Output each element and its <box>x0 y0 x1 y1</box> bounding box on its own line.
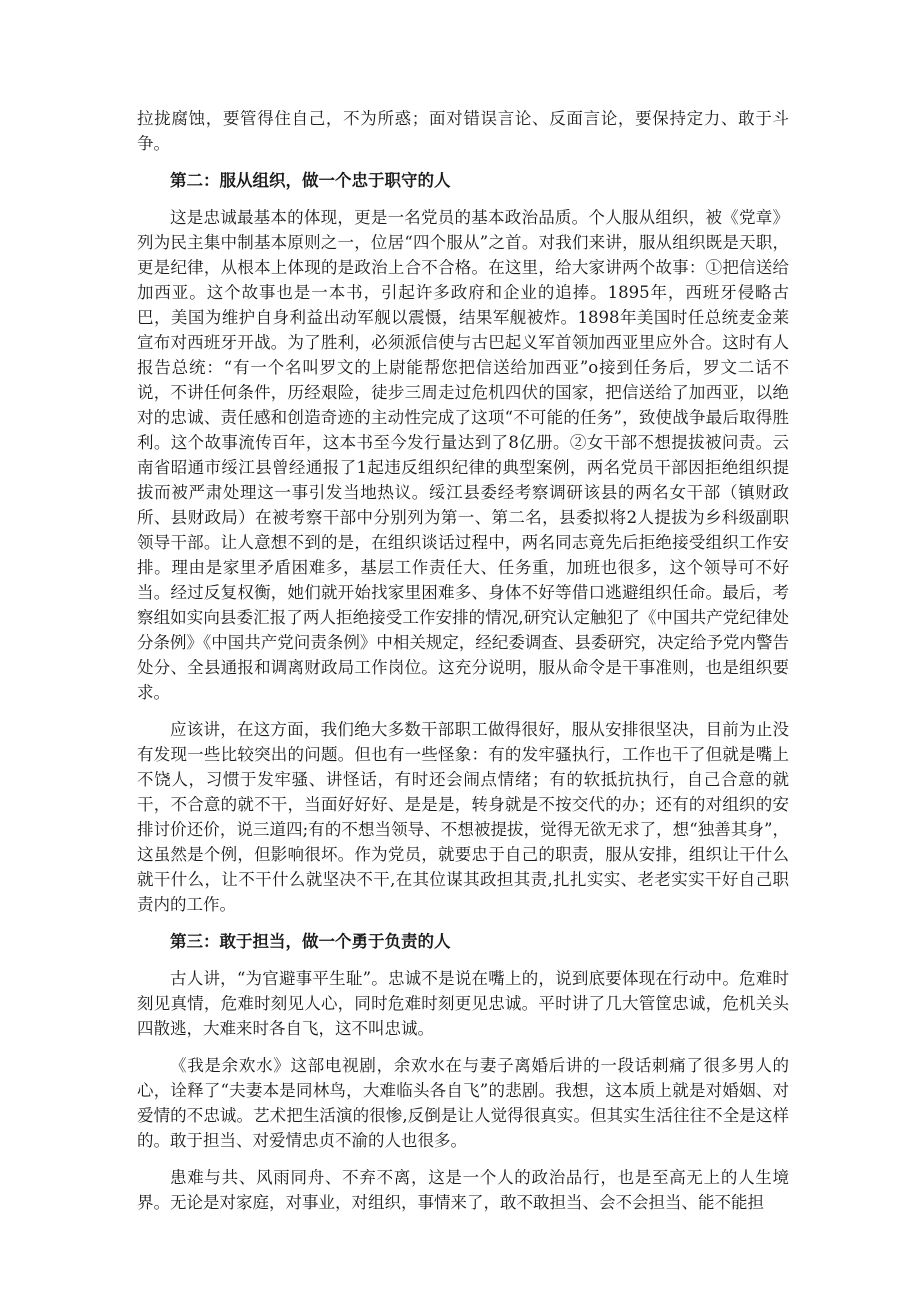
paragraph-cadre-performance: 应该讲，在这方面，我们绝大多数干部职工做得很好，服从安排很坚决，目前为止没有发现一些比较突出的问题。但也有一些怪象：有的发牢骚执行，工作也干了但就是嘴上不饶人，习惯于发牢骚、讲怪话，有时还会闹点情绪；有的软抵抗执行，自己合意的就干，不合意的就不干，当面好好好、是是是，转身就是不按交代的办；还有的对组织的安排讨价还价，说三道四;有的不想当领导、不想被提拔，觉得无欲无求了，想“独善其身”，这虽然是个例，但影响很坏。作为党员，就要忠于自己的职责，服从安排，组织让干什么就干什么，让不干什么就坚决不干,在其位谋其政担其责,扎扎实实、老老实实干好自己职责内的工作。 <box>137 720 789 914</box>
paragraph-sharing-hardship: 患难与共、风雨同舟、不弃不离，这是一个人的政治品行，也是至高无上的人生境界。无论是对家庭，对事业，对组织，事情来了，敢不敢担当、会不会担当、能不能担 <box>137 1168 789 1212</box>
paragraph-obey-organization: 这是忠诚最基本的体现，更是一名党员的基本政治品质。个人服从组织，被《党章》列为民主集中制基本原则之一，位居“四个服从”之首。对我们来讲，服从组织既是天职，更是纪律，从根本上体现的是政治上合不合格。在这里，给大家讲两个故事：①把信送给加西亚。这个故事也是一本书，引起许多政府和企业的追捧。1895年，西班牙侵略古巴，美国为维护自身利益出动军舰以震慑，结果军舰被炸。1898年美国时任总统麦金莱宣布对西班牙开战。为了胜利，必须派信使与古巴起义军首领加西亚里应外合。这时有人报告总统：“有一个名叫罗文的上尉能帮您把信送给加西亚”o接到任务后，罗文二话不说，不讲任何条件，历经艰险，徒步三周走过危机四伏的国家，把信送给了加西亚，以绝对的忠诚、责任感和创造奇迹的主动性完成了这项“不可能的任务”，致使战争最后取得胜利。这个故事流传百年，这本书至今发行量达到了8亿册。②女干部不想提拔被问责。云南省昭通市绥江县曾经通报了1起违反组织纪律的典型案例，两名党员干部因拒绝组织提拔而被严肃处理这一事引发当地热议。绥江县委经考察调研该县的两名女干部（镇财政所、县财政局）在被考察干部中分别列为第一、第二名，县委拟将2人提拔为乡科级副职领导干部。让人意想不到的是，在组织谈话过程中，两名同志竟先后拒绝接受组织工作安排。理由是家里矛盾困难多，基层工作责任大、任务重，加班也很多，这个领导可不好当。经过反复权衡，她们就开始找家里困难多、身体不好等借口逃避组织任命。最后，考察组如实向县委汇报了两人拒绝接受工作安排的情况,研究认定触犯了《中国共产党纪律处分条例》《中国共产党问责条例》中相关规定，经纪委调查、县委研究，决定给予党内警告处分、全县通报和调离财政局工作岗位。这充分说明，服从命令是干事准则，也是组织要求。 <box>137 208 789 702</box>
heading-section-two: 第二：服从组织，做一个忠于职守的人 <box>170 171 451 190</box>
document-page <box>137 106 789 1227</box>
paragraph-tv-drama: 《我是余欢水》这部电视剧，余欢水在与妻子离婚后讲的一段话刺痛了很多男人的心，诠释了“夫妻本是同林鸟，大难临头各自飞”的悲剧。我想，这本质上就是对婚姻、对爱情的不忠诚。艺术把生活演的很惨,反倒是让人觉得很真实。但其实生活往往不全是这样的。敢于担当、对爱情忠贞不渝的人也很多。 <box>137 1056 789 1150</box>
paragraph-ancient-saying: 古人讲，“为官避事平生耻”。忠诚不是说在嘴上的，说到底要体现在行动中。危难时刻见真情，危难时刻见人心，同时危难时刻更见忠诚。平时讲了几大管筐忠诚，危机关头四散逃，大难来时各自飞，这不叫忠诚。 <box>137 969 789 1038</box>
heading-section-three: 第三：敢于担当，做一个勇于负责的人 <box>170 932 451 951</box>
paragraph-intro: 拉拢腐蚀，要管得住自己，不为所惑；面对错误言论、反面言论，要保持定力、敢于斗争。 <box>137 109 789 153</box>
